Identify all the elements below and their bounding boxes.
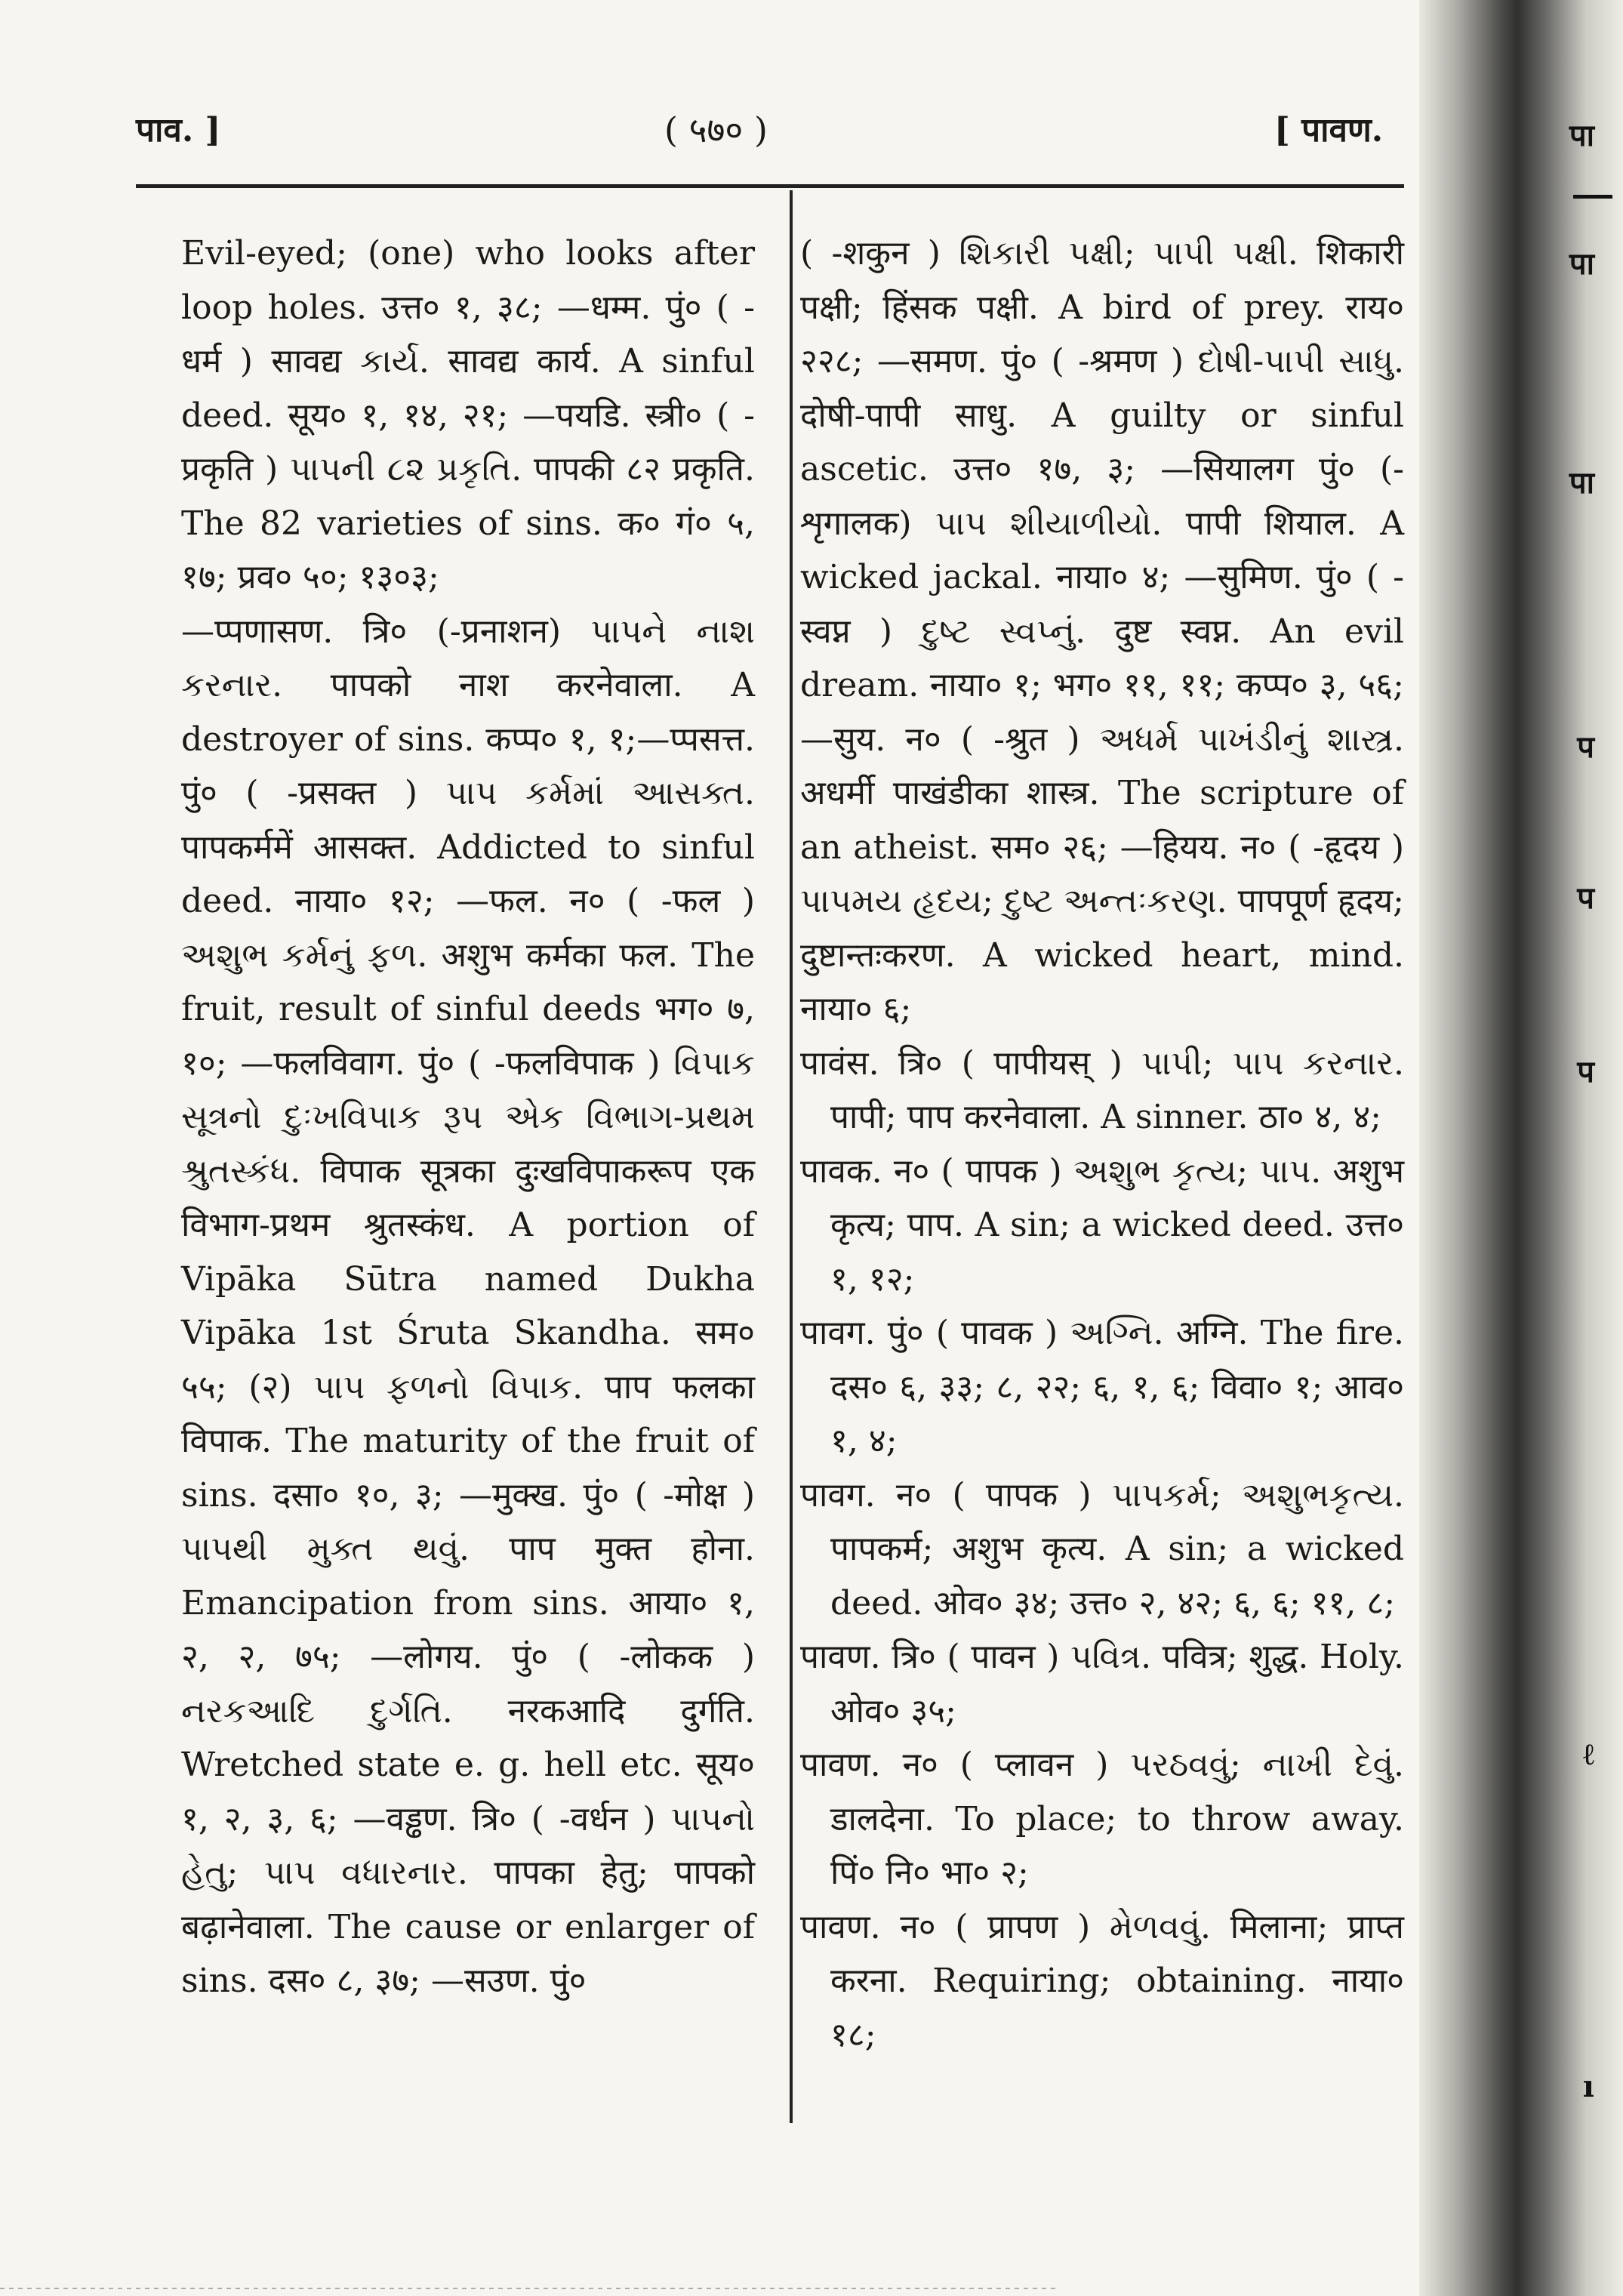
entry-text: Evil-eyed; (one) who looks after loop holes. उत्त० १, ३८; —धम्म. पुं० ( -धर्म ) सावद्य કાર્ય. सावद्य कार्य. A sinful deed. सूय० १, १४, २१; —पयडि. स्त्री० ( -प्रकृति ) પાપની ૮૨ પ્રકૃતિ. पापकी ८२ प्रकृति. The 82 varieties of sins. क० गं० ५, १७; प्रव० ५०; १३०३; — [181, 234, 755, 596]
spine-glyph: प — [1577, 729, 1594, 765]
spine-glyph: ı — [1582, 2069, 1594, 2104]
spine-glyph: पा — [1569, 465, 1594, 501]
dictionary-entry: पावंस. त्रि० ( पापीयस् ) પાપી; પાપ કરનાર. पापी; पाप करनेवाला. A sinner. ठा० ४, ४; — [800, 1043, 1404, 1136]
left-column — [181, 227, 755, 2008]
spine-glyph: पा — [1569, 246, 1594, 282]
dictionary-entry: पावण. त्रि० ( पावन ) પવિત્ર. पवित्र; शुद्ध. Holy. ओव० ३५; — [800, 1638, 1404, 1730]
spine-rule — [1573, 195, 1612, 199]
dictionary-entry: पावग. न० ( पापक ) પાપકર્મ; અશુભકૃત્ય. पापकर्म; अशुभ कृत्य. A sin; a wicked deed. ओव० ३४; उत्त० २, ४२; ६, ६; ११, ८; — [800, 1475, 1404, 1623]
spine-glyph: ℓ — [1583, 1737, 1594, 1772]
entry-text: —प्पणासण. त्रि० (-प्रनाशन) પાપને નાશ કરનાર. पापको नाश करनेवाला. A destroyer of sins. कप्प० १, १;—प्पसत्त. पुं० ( -प्रसक्त ) પાપ કર્મમાં આસક્ત. पापकर्ममें आसक्त. Addicted to sinful deed. नाया० १२; —फल. न० ( -फल ) અશુભ કર્મનું ફળ. अशुभ कर्मका फल. The fruit, result of sinful deeds भग० ७, १०; —फलविवाग. पुं० ( -फलविपाक ) વિપાક સૂત્રનો દુઃખવિપાક રૂપ એક વિભાગ-પ્રથમ શ્રુતસ્કંધ. विपाक सूत्रका दुःखविपाकरूप एक विभाग-प्रथम श्रुतस्कंध. A portion of Vipāka Sūtra named Dukha Vipāka 1st Śruta Skandha. सम० ५५; (२) પાપ ફળનો વિપાક. पाप फलका विपाक. The maturity of the fruit of sins. दसा० १०, ३; —मुक्ख. पुं० ( -मोक्ष ) પાપથી મુક્ત થવું. पाप मुक्त होना. Emancipation from sins. आया० १, २, २, ७५; —लोगय. पुं० ( -लोकक ) નરકઆદિ દુર્ગતિ. नरकआदि दुर्गति. Wretched state e. g. hell etc. सूय० १, २, ३, ६; —वड्ढण. त्रि० ( -वर्धन ) પાપનો હેતુ; પાપ વધારનાર. पापका हेतु; पापको बढ़ानेवाला. The cause or enlarger of sins. दस० ८, ३७; —सउण. पुं० — [181, 612, 755, 2000]
dictionary-entry: पावण. न० ( प्लावन ) પરઠવવું; નાખી દેવું. डालदेना. To place; to throw away. पिं० नि० भा० २; — [800, 1746, 1404, 1892]
entry-text: ( -शकुन ) શિકારી પક્ષી; પાપી પક્ષી. शिकारी पक्षी; हिंसक पक्षी. A bird of prey. राय० २२८; —समण. पुं० ( -श्रमण ) દોષી-પાપી સાધુ. दोषी-पापी साधु. A guilty or sinful ascetic. उत्त० १७, ३; —सियालग पुं० (-शृगालक) પાપ શીયાળીયો. पापी शियाल. A wicked jackal. नाया० ४; —सुमिण. पुं० ( -स्वप्न ) દુષ્ટ સ્વપ્નું. दुष्ट स्वप्न. An evil dream. नाया० १; भग० ११, ११; कप्प० ३, ५६; —सुय. न० ( -श्रुत ) અધર્મ પાખંડીનું શાસ્ત્ર. अधर्मी पाखंडीका शास्त्र. The scripture of an atheist. सम० २६; —हियय. न० ( -हृदय ) પાપમય હૃદય; દુષ્ટ અન્તઃકરણ. पापपूर्ण हृदय; दुष्टान्तःकरण. A wicked heart, mind. नाया० ६; — [800, 234, 1404, 1028]
page-number: ( ५७० ) — [664, 109, 768, 150]
header-rule — [136, 184, 1404, 188]
right-column — [778, 227, 1404, 2062]
bottom-edge-trace — [0, 2288, 1057, 2289]
page-header-right: [ पावण. — [1274, 111, 1384, 149]
book-spine-shadow — [1419, 0, 1623, 2296]
spine-glyph: प — [1577, 1054, 1594, 1089]
page-header-left: पाव. ] — [136, 111, 221, 149]
dictionary-entry: पावण. न० ( प्रापण ) મેળવવું. मिलाना; प्राप्त करना. Requiring; obtaining. नाया० १८; — [800, 1907, 1404, 2054]
spine-glyph: प — [1577, 880, 1594, 916]
spine-glyph: पा — [1569, 118, 1594, 153]
dictionary-entry: पावक. न० ( पापक ) અશુભ કૃત્ય; પાપ. अशुभ कृत्य; पाप. A sin; a wicked deed. उत्त० १, १२; — [800, 1151, 1404, 1299]
dictionary-entry: पावग. पुं० ( पावक ) અગ્નિ. अग्नि. The fire. दस० ६, ३३; ८, २२; ६, १, ६; विवा० १; आव० १, ४; — [800, 1314, 1404, 1460]
